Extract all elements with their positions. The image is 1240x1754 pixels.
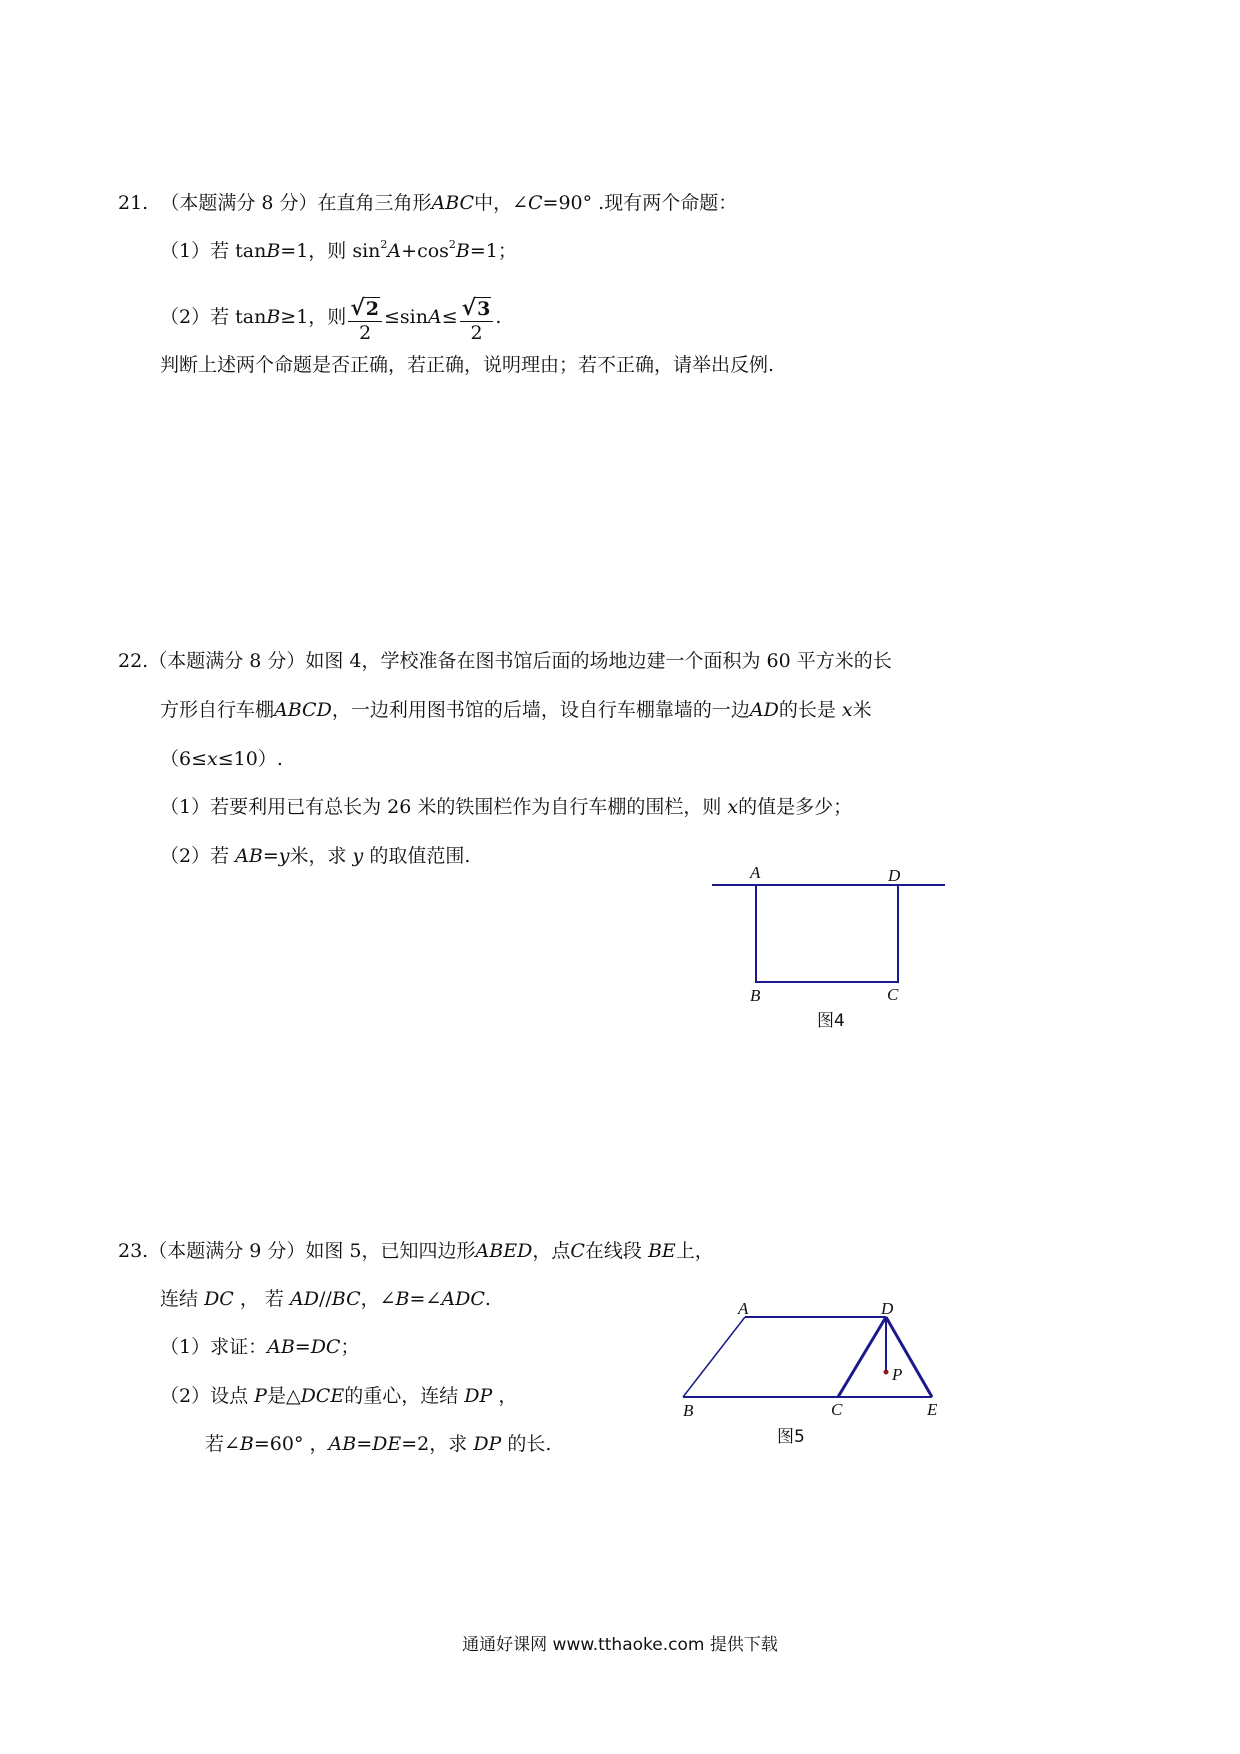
q23-number: 23. <box>118 1240 149 1262</box>
q23-header: 23.（本题满分 9 分）如图 5，已知四边形ABED，点C在线段 BE上， <box>118 1240 714 1262</box>
label-C: C <box>887 985 899 1004</box>
q23-question-2: （2）设点 P是△DCE的重心，连结 DP ， <box>160 1385 518 1407</box>
label-E: E <box>927 1400 938 1419</box>
label-D: D <box>881 1299 894 1318</box>
segment-dc <box>838 1317 886 1397</box>
segment-ab <box>683 1317 745 1397</box>
q22-question-1: （1）若要利用已有总长为 26 米的铁围栏作为自行车棚的围栏，则 x的值是多少； <box>160 796 853 818</box>
page-footer: 通通好课网 www.tthaoke.com 提供下载 <box>462 1635 778 1655</box>
point-p <box>884 1370 889 1375</box>
segment-de <box>886 1317 932 1397</box>
figure-4-caption: 图4 <box>817 1011 845 1031</box>
label-P: P <box>892 1365 903 1384</box>
fraction-sqrt2-over-2: $\frac{√2}{2}$ <box>348 296 382 344</box>
q22-header: 22.（本题满分 8 分）如图 4，学校准备在图书馆后面的场地边建一个面积为 60 平方米的长 <box>118 650 892 672</box>
q21-number: 21. <box>118 192 149 214</box>
q22-question-2: （2）若 AB=y米，求 y 的取值范围. <box>160 845 471 867</box>
label-A: A <box>750 863 761 882</box>
q23-question-2-cont: 若∠B=60° ，AB=DE=2，求 DP 的长. <box>205 1433 552 1455</box>
q22-line-3: （6≤x≤10）. <box>160 748 283 770</box>
q23-question-1: （1）求证：AB=DC； <box>160 1336 360 1358</box>
label-D: D <box>888 866 901 885</box>
label-B: B <box>750 986 761 1005</box>
q22-number: 22. <box>118 650 149 672</box>
q21-instruction: 判断上述两个命题是否正确，若正确，说明理由；若不正确，请举出反例. <box>160 354 775 376</box>
label-A: A <box>738 1299 749 1318</box>
figure-5-caption: 图5 <box>777 1427 805 1447</box>
q23-line-2: 连结 DC ， 若 AD//BC，∠B=∠ADC. <box>160 1288 491 1310</box>
label-B: B <box>683 1401 694 1420</box>
q21-header: 21. （本题满分 8 分）在直角三角形ABC中，∠C=90° .现有两个命题： <box>118 192 738 214</box>
label-C: C <box>831 1400 843 1419</box>
q21-proposition-1: （1）若 tanB=1，则 $\sin^2A+\cos^2B=1$； <box>160 238 517 262</box>
q21-proposition-2: （2）若 tanB≥1，则 $\frac{√2}{2}$ ≤sinA≤ $\frac{√3}{2}$ . <box>160 295 502 344</box>
fraction-sqrt3-over-2: $\frac{√3}{2}$ <box>460 296 494 344</box>
q22-line-2: 方形自行车棚ABCD，一边利用图书馆的后墙，设自行车棚靠墙的一边AD的长是 x米 <box>160 699 872 721</box>
